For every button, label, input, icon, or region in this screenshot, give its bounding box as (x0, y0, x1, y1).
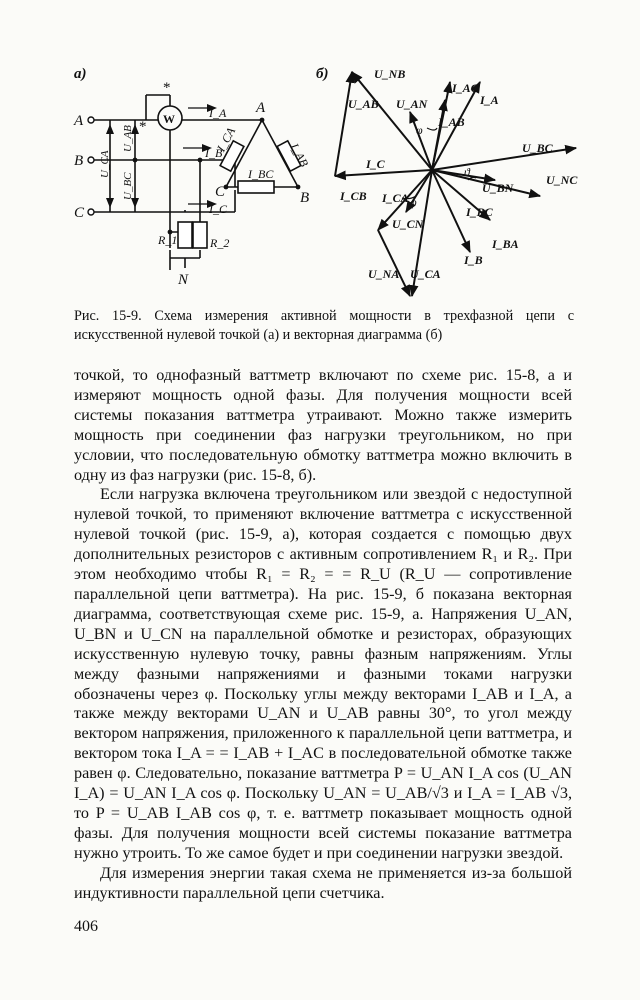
fig-a-label: а) (74, 66, 87, 82)
angle-phi-bottom: φ (410, 195, 417, 209)
angle-theta: ϑ (464, 165, 470, 179)
wattmeter-symbol: W (163, 112, 175, 126)
label-phase-a: A (74, 113, 84, 129)
label-i-a: I_A (209, 106, 227, 120)
vector-i-b: I_B (464, 253, 483, 267)
label-node-b: B (300, 190, 310, 206)
vector-i-ba: I_BA (492, 237, 519, 251)
label-u-ab: U_AB (122, 125, 134, 152)
page-number: 406 (74, 918, 98, 935)
fig-b-label: б) (316, 66, 329, 82)
paragraph-3: Для измерения энергии такая схема не применяется из-за большой индуктивности параллельной цепи счетчика. (74, 863, 572, 902)
label-u-ca: U_CA (99, 150, 111, 178)
label-r2: R_2 (210, 236, 230, 250)
label-i-ca: I_CA (213, 125, 239, 155)
wattmeter-star-current: * (139, 119, 147, 135)
vector-u-bc: U_BC (522, 141, 553, 155)
label-neutral: N (178, 272, 189, 288)
figure-caption: Рис. 15-9. Схема измерения активной мощности в трехфазной цепи с искусственной нулевой точкой (а) и векторная диаграмма (б) (74, 308, 574, 343)
vector-i-ca: I_CA (382, 191, 409, 205)
label-phase-b: B (74, 153, 84, 169)
vector-u-nc: U_NC (546, 173, 578, 187)
label-r1: R_1 (158, 233, 178, 247)
vector-i-cb: I_CB (340, 189, 367, 203)
body-text (74, 366, 572, 903)
vector-i-c: I_C (366, 157, 385, 171)
vector-i-ac: I_AC (452, 81, 479, 95)
vector-diagram (310, 0, 630, 300)
wattmeter-star-voltage: * (163, 80, 171, 96)
label-node-a: A (256, 100, 266, 116)
label-u-bc: U_BC (122, 172, 134, 200)
vector-u-na: U_NA (368, 267, 400, 281)
vector-u-ca: U_CA (410, 267, 441, 281)
vector-u-bn: U_BN (482, 181, 514, 195)
vector-u-an: U_AN (396, 97, 428, 111)
vector-u-cn: U_CN (392, 217, 424, 231)
paragraph-1: точкой, то однофазный ваттметр включают по схеме рис. 15-8, а и измеряют мощность одной фазы. Для получения мощности всей системы показания ваттметра утраивают. Можно также измерить мощность при соединении фаз нагрузки треугольником, но при условии, что последовательную обмотку ваттметра можно включить в одну из фаз нагрузки (рис. 15-8, б). (74, 366, 572, 484)
label-phase-c: C (74, 205, 85, 221)
vector-u-nb: U_NB (374, 67, 406, 81)
vector-i-bc: I_BC (466, 205, 493, 219)
vector-u-ab: U_AB (348, 97, 379, 111)
label-i-bc: I_BC (248, 167, 274, 181)
vector-i-a: I_A (480, 93, 499, 107)
label-node-c: C (215, 184, 226, 200)
angle-phi-top: φ (416, 123, 423, 137)
paragraph-2: Если нагрузка включена треугольником или звездой с недоступной нулевой точкой, то применяют включение ваттметра с искусственной нулевой точкой (рис. 15-9, а), которая создается с помощью двух дополнительных резисторов с активным сопротивлением R₁ и R₂. При этом необходимо чтобы R₁ = R₂ = = R_U (R_U — сопротивление параллельной цепи ваттметра). На рис. 15-9, б показана векторная диаграмма, соответствующая схеме рис. 15-9, а. Напряжения U_AN, U_BN и U_CN на параллельной обмотке и резисторах, образующих искусственную нулевую точку, равны фазным напряжениям. Углы между фазными напряжениями и фазными токами нагрузки обозначены через φ. Поскольку углы между векторами I_AB и I_A, а также между векторами U_AN и U_AB равны 30°, то угол между вектором напряжения, приложенного к параллельной цепи ваттметра, и вектором тока I_A = = I_AB + I_AC в последовательной обмотке также равен φ. Следовательно, показание ваттметра P = U_AN I_A cos (U_AN I_A) = U_AN I_A cos φ. Поскольку U_AN = U_AB/√3 и I_A = I_AB √3, то P = U_AB I_AB cos φ, т. е. ваттметр показывает мощность одной фазы. Для получения мощности всей системы показание ваттметра нужно утроить. То же самое будет и при соединении нагрузки звездой. (74, 485, 572, 862)
vector-i-ab: I_AB (438, 115, 465, 129)
label-i-ab: I_AB (287, 140, 312, 170)
label-i-c: I_C (209, 202, 227, 216)
circuit-diagram (0, 0, 320, 300)
label-i-b: I_B (205, 146, 223, 160)
